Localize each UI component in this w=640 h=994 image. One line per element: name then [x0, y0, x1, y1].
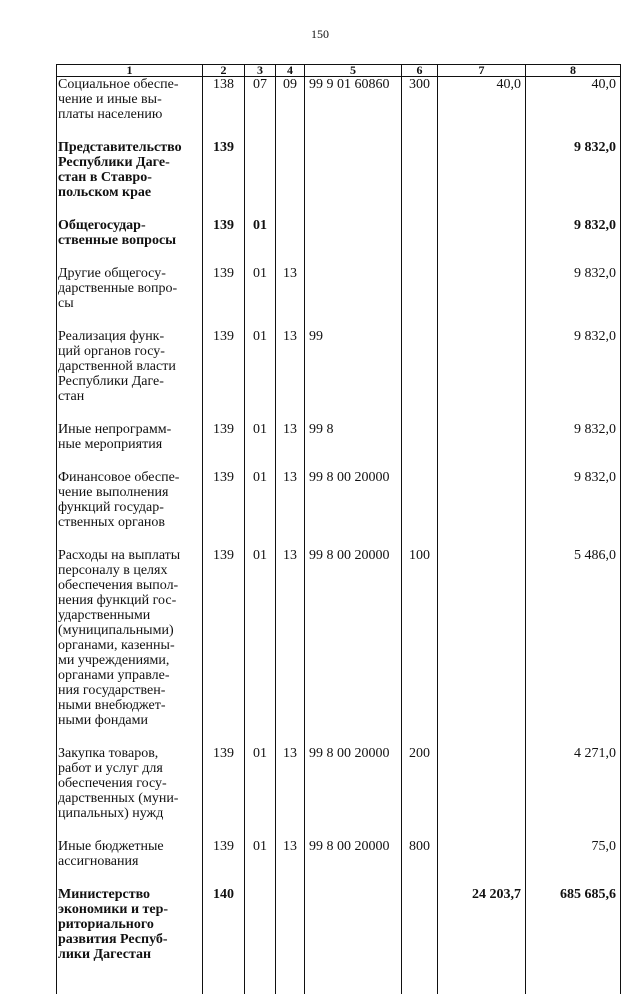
column-header: 2 [203, 65, 245, 77]
row-sum-col7 [438, 422, 526, 470]
row-rz-code: 01 [245, 266, 276, 329]
table-row [57, 839, 621, 887]
budget-table [56, 64, 621, 994]
row-gr-code: 139 [203, 329, 245, 422]
row-rz-code: 01 [245, 548, 276, 746]
row-sum-col8: 75,0 [526, 839, 621, 887]
row-sum-col7: 40,0 [438, 77, 526, 141]
row-gr-code: 138 [203, 77, 245, 141]
column-header: 1 [57, 65, 203, 77]
row-csr-code [305, 140, 402, 218]
row-csr-code: 99 8 [305, 422, 402, 470]
column-header: 7 [438, 65, 526, 77]
row-csr-code [305, 887, 402, 994]
row-gr-code: 139 [203, 140, 245, 218]
table-row [57, 266, 621, 329]
row-csr-code: 99 8 00 20000 [305, 746, 402, 839]
row-name: Представительство Республики Даге- стан в Ставро- польском крае [57, 140, 203, 218]
row-vr-code [402, 329, 438, 422]
row-name: Закупка товаров, работ и услуг для обеспечения госу- дарственных (муни- ципальных) нужд [57, 746, 203, 839]
row-name: Иные бюджетные ассигнования [57, 839, 203, 887]
row-gr-code: 139 [203, 548, 245, 746]
row-sum-col8: 685 685,6 [526, 887, 621, 994]
row-csr-code [305, 218, 402, 266]
row-pr-code: 13 [276, 266, 305, 329]
row-sum-col8: 9 832,0 [526, 422, 621, 470]
row-sum-col8: 4 271,0 [526, 746, 621, 839]
row-sum-col7 [438, 329, 526, 422]
row-sum-col8: 9 832,0 [526, 218, 621, 266]
row-rz-code: 01 [245, 422, 276, 470]
row-vr-code [402, 140, 438, 218]
row-name: Иные непрограмм- ные мероприятия [57, 422, 203, 470]
row-rz-code: 01 [245, 329, 276, 422]
column-header: 5 [305, 65, 402, 77]
row-sum-col7: 24 203,7 [438, 887, 526, 994]
column-header: 3 [245, 65, 276, 77]
row-sum-col7 [438, 839, 526, 887]
row-pr-code [276, 140, 305, 218]
row-vr-code [402, 266, 438, 329]
row-rz-code: 01 [245, 218, 276, 266]
row-rz-code [245, 140, 276, 218]
row-rz-code: 01 [245, 470, 276, 548]
row-pr-code [276, 887, 305, 994]
row-name: Другие общегосу- дарственные вопро- сы [57, 266, 203, 329]
table-row [57, 140, 621, 218]
row-pr-code: 13 [276, 548, 305, 746]
row-pr-code [276, 218, 305, 266]
row-pr-code: 13 [276, 470, 305, 548]
table-row [57, 470, 621, 548]
row-gr-code: 139 [203, 218, 245, 266]
table-row [57, 77, 621, 141]
column-header: 8 [526, 65, 621, 77]
table-body [57, 77, 621, 994]
row-gr-code: 139 [203, 746, 245, 839]
row-sum-col7 [438, 746, 526, 839]
row-vr-code: 100 [402, 548, 438, 746]
row-gr-code: 139 [203, 839, 245, 887]
row-csr-code: 99 8 00 20000 [305, 839, 402, 887]
row-vr-code [402, 470, 438, 548]
row-csr-code: 99 9 01 60860 [305, 77, 402, 141]
column-header: 4 [276, 65, 305, 77]
row-rz-code: 07 [245, 77, 276, 141]
row-gr-code: 139 [203, 470, 245, 548]
row-sum-col8: 5 486,0 [526, 548, 621, 746]
table-row [57, 887, 621, 994]
row-vr-code: 300 [402, 77, 438, 141]
row-rz-code: 01 [245, 746, 276, 839]
row-csr-code: 99 8 00 20000 [305, 548, 402, 746]
row-pr-code: 13 [276, 839, 305, 887]
header-row [57, 65, 621, 77]
row-csr-code: 99 [305, 329, 402, 422]
row-pr-code: 09 [276, 77, 305, 141]
table-row [57, 746, 621, 839]
row-sum-col7 [438, 266, 526, 329]
page-number: 150 [0, 27, 640, 42]
row-vr-code: 800 [402, 839, 438, 887]
row-name: Реализация функ- ций органов госу- дарственной власти Республики Даге- стан [57, 329, 203, 422]
row-pr-code: 13 [276, 329, 305, 422]
row-rz-code [245, 887, 276, 994]
row-gr-code: 140 [203, 887, 245, 994]
row-csr-code [305, 266, 402, 329]
row-sum-col7 [438, 140, 526, 218]
table-row [57, 329, 621, 422]
row-sum-col8: 40,0 [526, 77, 621, 141]
row-vr-code [402, 422, 438, 470]
row-sum-col7 [438, 548, 526, 746]
table-row [57, 422, 621, 470]
row-vr-code [402, 218, 438, 266]
table-row [57, 548, 621, 746]
row-vr-code: 200 [402, 746, 438, 839]
row-pr-code: 13 [276, 746, 305, 839]
row-name: Расходы на выплаты персоналу в целях обеспечения выпол- нения функций гос- ударственными (муниципальными) органами, казенны- ми учреждениями, органами управле- ния государствен- ными внебюджет- ными фондами [57, 548, 203, 746]
row-name: Министерство экономики и тер- риториального развития Респуб- лики Дагестан [57, 887, 203, 994]
row-gr-code: 139 [203, 422, 245, 470]
row-pr-code: 13 [276, 422, 305, 470]
row-sum-col8: 9 832,0 [526, 140, 621, 218]
row-name: Финансовое обеспе- чение выполнения функций государ- ственных органов [57, 470, 203, 548]
row-sum-col8: 9 832,0 [526, 266, 621, 329]
row-rz-code: 01 [245, 839, 276, 887]
row-vr-code [402, 887, 438, 994]
row-csr-code: 99 8 00 20000 [305, 470, 402, 548]
column-header: 6 [402, 65, 438, 77]
row-sum-col7 [438, 218, 526, 266]
row-name: Социальное обеспе- чение и иные вы- платы населению [57, 77, 203, 141]
row-sum-col8: 9 832,0 [526, 329, 621, 422]
table-row [57, 218, 621, 266]
row-sum-col7 [438, 470, 526, 548]
row-gr-code: 139 [203, 266, 245, 329]
row-sum-col8: 9 832,0 [526, 470, 621, 548]
row-name: Общегосудар- ственные вопросы [57, 218, 203, 266]
